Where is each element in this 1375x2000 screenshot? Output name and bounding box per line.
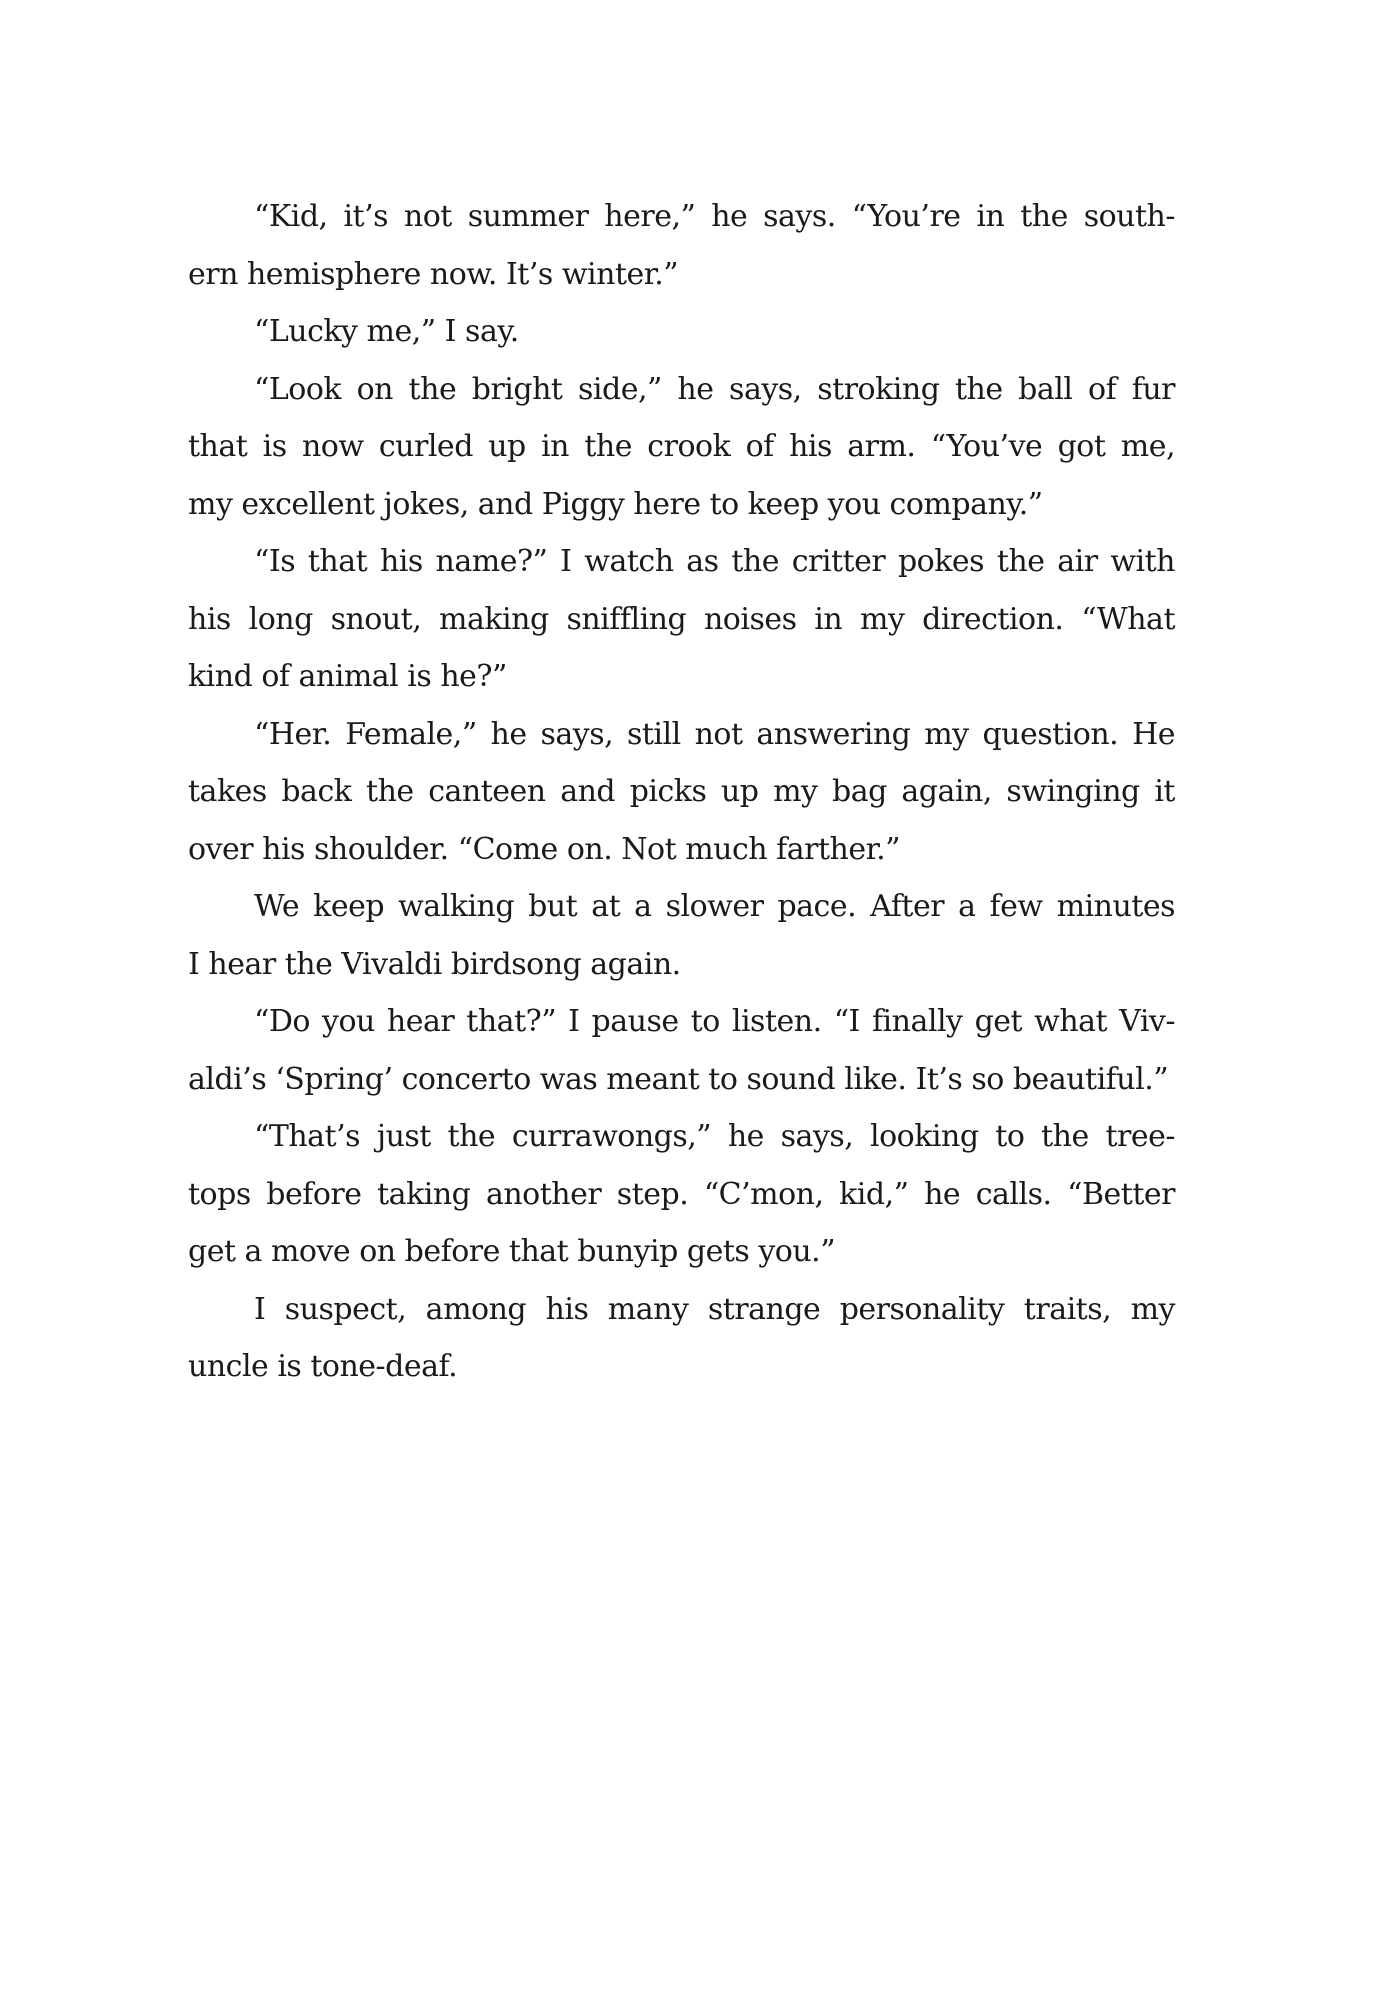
text-line: tops before taking another step. “C’mon, kid,” he calls. “Better: [188, 1176, 1175, 1212]
text-line: uncle is tone-deaf.: [188, 1349, 458, 1384]
text-line: my excellent jokes, and Piggy here to keep you company.”: [188, 486, 1043, 522]
text-line: get a move on before that bunyip gets you.”: [188, 1234, 836, 1269]
page-body-text: [188, 188, 1175, 1396]
text-line: “Is that his name?” I watch as the critter pokes the air with: [254, 544, 1175, 579]
text-line: ern hemisphere now. It’s winter.”: [188, 256, 679, 292]
text-line: aldi’s ‘Spring’ concerto was meant to sound like. It’s so beautiful.”: [188, 1061, 1169, 1097]
text-line: his long snout, making sniffling noises in my direction. “What: [188, 601, 1175, 637]
text-line: that is now curled up in the crook of his arm. “You’ve got me,: [188, 429, 1175, 464]
text-line: “Her. Female,” he says, still not answering my question. He: [254, 716, 1175, 752]
text-line: “Do you hear that?” I pause to listen. “I finally get what Viv-: [254, 1004, 1175, 1039]
text-line: We keep walking but at a slower pace. After a few minutes: [254, 889, 1175, 924]
text-line: takes back the canteen and picks up my bag again, swinging it: [188, 774, 1175, 809]
text-line: “Lucky me,” I say.: [254, 314, 519, 349]
text-line: “Look on the bright side,” he says, stroking the ball of fur: [254, 371, 1175, 407]
text-line: “That’s just the currawongs,” he says, looking to the tree-: [254, 1119, 1175, 1154]
text-line: over his shoulder. “Come on. Not much farther.”: [188, 831, 901, 867]
text-line: kind of animal is he?”: [188, 659, 507, 694]
text-line: I hear the Vivaldi birdsong again.: [188, 946, 681, 982]
text-line: “Kid, it’s not summer here,” he says. “You’re in the south-: [254, 199, 1175, 234]
text-line: I suspect, among his many strange personality traits, my: [254, 1291, 1175, 1327]
